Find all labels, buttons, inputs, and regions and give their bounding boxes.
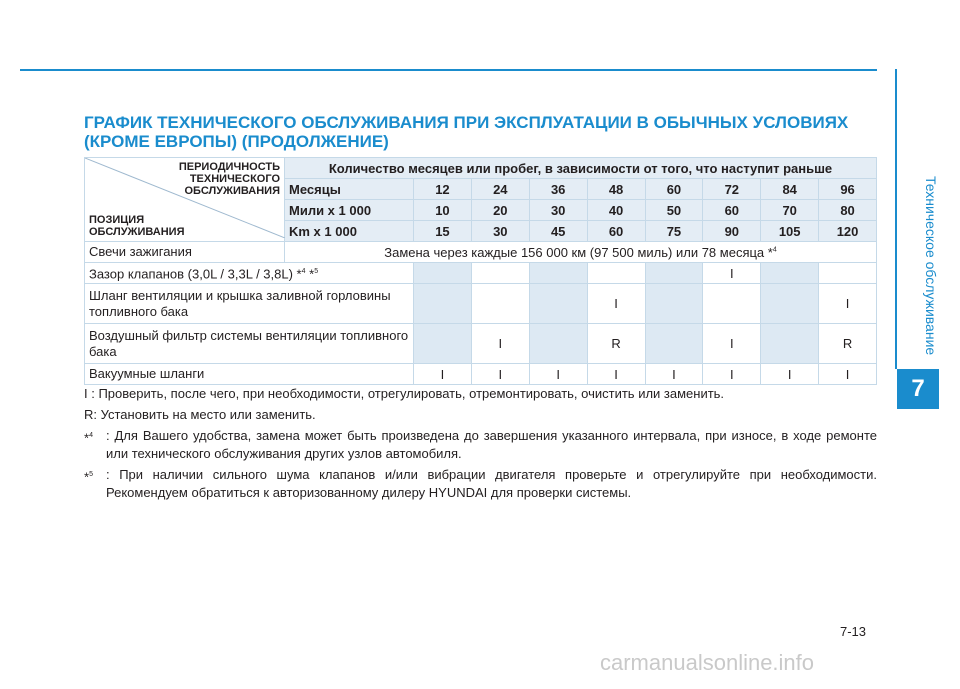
schedule-cell: I — [587, 284, 645, 324]
footnote-4-mark — [84, 427, 106, 463]
schedule-cell: I — [703, 263, 761, 284]
footnote-5-mark — [84, 466, 106, 502]
km-label: Km x 1 000 — [285, 221, 414, 242]
schedule-cell: I — [703, 364, 761, 385]
km-cell: 15 — [414, 221, 472, 242]
km-cell: 30 — [471, 221, 529, 242]
item-label: Воздушный фильтр системы вентиляции топливного бака — [85, 324, 414, 364]
miles-cell: 30 — [529, 200, 587, 221]
watermark: carmanualsonline.info — [600, 650, 815, 675]
title-line-1: ГРАФИК ТЕХНИЧЕСКОГО ОБСЛУЖИВАНИЯ ПРИ ЭКСПЛУАТАЦИИ В ОБЫЧНЫХ УСЛОВИЯХ — [84, 113, 849, 132]
footnote-4-text: : Для Вашего удобства, замена может быть произведена до завершения указанного интервала, при износе, в ходе ремонте или технического обслуживания других узлов автомобиля. — [106, 428, 877, 461]
table-row — [85, 324, 877, 364]
footnote-5-text: : При наличии сильного шума клапанов и/или вибрации двигателя проверьте и отрегулируйте при необходимости. Рекомендуем обратиться к авторизованному дилеру HYUNDAI для проверки системы. — [106, 467, 877, 500]
schedule-cell — [645, 284, 703, 324]
schedule-cell: I — [529, 364, 587, 385]
side-section-label: Техническое обслуживание — [923, 176, 939, 356]
schedule-cell — [529, 263, 587, 284]
month-cell: 48 — [587, 179, 645, 200]
month-cell: 36 — [529, 179, 587, 200]
miles-cell: 10 — [414, 200, 472, 221]
top-rule — [20, 69, 877, 71]
spark-plug-interval — [285, 242, 877, 263]
schedule-cell — [471, 263, 529, 284]
schedule-cell: I — [471, 324, 529, 364]
schedule-cell: I — [414, 364, 472, 385]
spark-plug-interval-text: Замена через каждые 156 000 км (97 500 миль) или 78 месяца * — [384, 244, 773, 260]
page-number: 7-13 — [840, 624, 867, 639]
schedule-cell: I — [645, 364, 703, 385]
km-cell: 120 — [819, 221, 877, 242]
miles-label: Мили x 1 000 — [285, 200, 414, 221]
schedule-cell — [645, 324, 703, 364]
month-cell: 72 — [703, 179, 761, 200]
schedule-cell — [645, 263, 703, 284]
table-row — [85, 284, 877, 324]
schedule-cell: I — [819, 284, 877, 324]
page-title — [84, 113, 884, 151]
km-cell: 90 — [703, 221, 761, 242]
schedule-cell — [471, 284, 529, 324]
inspect-note: I : Проверить, после чего, при необходимости, отрегулировать, отремонтировать, очистить или заменить. — [84, 386, 725, 401]
miles-cell: 80 — [819, 200, 877, 221]
schedule-cell — [761, 263, 819, 284]
maintenance-schedule-table — [84, 157, 877, 385]
miles-cell: 70 — [761, 200, 819, 221]
corner-top-label: ПЕРИОДИЧНОСТЬ ТЕХНИЧЕСКОГО ОБСЛУЖИВАНИЯ — [178, 161, 280, 197]
item-label-text: Зазор клапанов (3,0L / 3,3L / 3,8L) * — [89, 266, 302, 282]
schedule-cell — [529, 324, 587, 364]
title-line-2: (КРОМЕ ЕВРОПЫ) (ПРОДОЛЖЕНИЕ) — [84, 132, 389, 151]
schedule-cell: I — [587, 364, 645, 385]
schedule-cell: R — [587, 324, 645, 364]
schedule-cell — [414, 284, 472, 324]
schedule-cell — [703, 284, 761, 324]
footnote-ref-4: 4 — [772, 246, 777, 254]
footnote-4 — [84, 427, 877, 463]
km-cell: 75 — [645, 221, 703, 242]
schedule-cell — [587, 263, 645, 284]
chapter-number: 7 — [897, 369, 939, 409]
schedule-cell — [819, 263, 877, 284]
miles-cell: 20 — [471, 200, 529, 221]
schedule-cell — [529, 284, 587, 324]
item-label: Шланг вентиляции и крышка заливной горловины топливного бака — [85, 284, 414, 324]
month-cell: 84 — [761, 179, 819, 200]
schedule-cell: I — [819, 364, 877, 385]
item-label: Зазор клапанов (3,0L / 3,3L / 3,8L) *$^4$ *$^5$ — [85, 263, 414, 284]
month-cell: 24 — [471, 179, 529, 200]
miles-cell: 50 — [645, 200, 703, 221]
schedule-cell: I — [761, 364, 819, 385]
schedule-cell: I — [703, 324, 761, 364]
item-label: Свечи зажигания — [85, 242, 285, 263]
footnote-5-sup: 5 — [89, 471, 93, 478]
footnote-ref-4: 4 — [301, 267, 306, 275]
months-label: Месяцы — [285, 179, 414, 200]
km-cell: 45 — [529, 221, 587, 242]
miles-cell: 40 — [587, 200, 645, 221]
schedule-cell: I — [471, 364, 529, 385]
month-cell: 60 — [645, 179, 703, 200]
month-cell: 12 — [414, 179, 472, 200]
month-cell: 96 — [819, 179, 877, 200]
footnotes — [84, 385, 877, 502]
table-row — [85, 263, 877, 284]
footnote-4-sup: 4 — [89, 432, 93, 439]
footnote-5-star: * — [84, 469, 90, 485]
item-label: Вакуумные шланги — [85, 364, 414, 385]
km-cell: 60 — [587, 221, 645, 242]
schedule-cell — [414, 263, 472, 284]
schedule-cell — [761, 324, 819, 364]
schedule-cell — [761, 284, 819, 324]
corner-bottom-label: ПОЗИЦИЯ ОБСЛУЖИВАНИЯ — [89, 214, 185, 238]
schedule-cell: R — [819, 324, 877, 364]
interval-header: Количество месяцев или пробег, в зависимости от того, что наступит раньше — [285, 158, 877, 179]
footnote-ref-5: 5 — [314, 267, 319, 275]
schedule-cell — [414, 324, 472, 364]
footnote-5 — [84, 466, 877, 502]
replace-note: R: Установить на место или заменить. — [84, 407, 316, 422]
miles-cell: 60 — [703, 200, 761, 221]
table-corner-cell — [85, 158, 285, 242]
table-row — [85, 242, 877, 263]
footnote-4-star: * — [84, 430, 90, 446]
km-cell: 105 — [761, 221, 819, 242]
table-row — [85, 364, 877, 385]
